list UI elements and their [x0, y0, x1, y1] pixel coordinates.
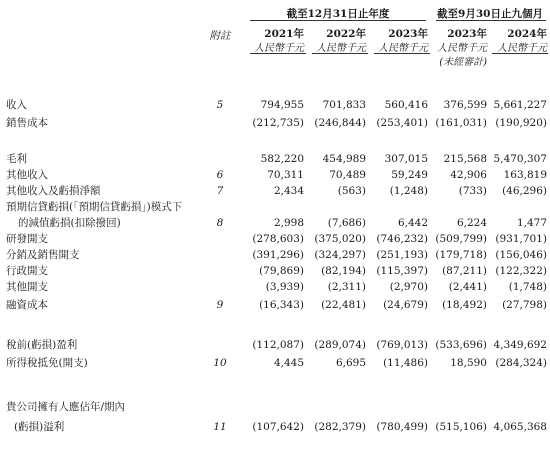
row-value: (246,844)	[314, 117, 366, 129]
unit-rule-col2	[312, 53, 368, 54]
row-value: 6,224	[456, 217, 487, 229]
row-value: (253,401)	[376, 117, 428, 129]
row-value: (515,106)	[435, 421, 487, 433]
table-row-other-gains-losses	[0, 184, 550, 199]
row-note: 8	[216, 217, 224, 229]
unit-rule-col5	[492, 53, 548, 54]
table-row-other-income	[0, 168, 550, 183]
row-label: 銷售成本	[6, 117, 48, 129]
row-value: 6,442	[397, 217, 428, 229]
row-value: (7,686)	[327, 217, 366, 229]
row-note: 11	[213, 421, 227, 433]
table-row-research-development	[0, 232, 550, 247]
row-value: (82,194)	[321, 265, 366, 277]
row-label: 毛利	[6, 153, 27, 165]
row-value: 70,311	[267, 169, 304, 181]
year-header-col5: 2024年	[507, 28, 547, 40]
row-label: 其他收入及虧損淨額	[6, 185, 101, 197]
unit-rule-col1	[250, 53, 306, 54]
row-value: (107,642)	[252, 421, 304, 433]
table-row-finance-costs	[0, 298, 550, 313]
unaudited-note: (未經審計)	[439, 57, 487, 68]
row-value: 6,695	[335, 357, 366, 369]
table-row-other-expenses	[0, 280, 550, 295]
row-value: (122,322)	[495, 265, 547, 277]
row-value: (2,970)	[389, 281, 428, 293]
row-value: 701,833	[322, 99, 366, 111]
row-value: (391,296)	[252, 249, 304, 261]
row-note: 10	[213, 357, 227, 369]
year-header-col2: 2022年	[326, 28, 366, 40]
row-value: (509,799)	[435, 233, 487, 245]
row-label: (虧損)溢利	[14, 421, 65, 433]
unit-header-col5: 人民幣千元	[497, 43, 547, 54]
unit-rule-col3	[374, 53, 430, 54]
row-value: (3,939)	[265, 281, 304, 293]
row-value: 42,906	[450, 169, 487, 181]
row-value: 307,015	[384, 153, 428, 165]
row-value: 70,489	[329, 169, 366, 181]
row-value: (931,701)	[495, 233, 547, 245]
unit-header-col3: 人民幣千元	[378, 43, 428, 54]
row-value: (27,798)	[502, 299, 547, 311]
row-label: 其他開支	[6, 281, 48, 293]
row-label: 融資成本	[6, 299, 48, 311]
row-value: 4,349,692	[493, 339, 547, 351]
row-value: (112,087)	[252, 339, 304, 351]
row-value: (284,324)	[495, 357, 547, 369]
row-value: (375,020)	[314, 233, 366, 245]
row-label: 其他收入	[6, 169, 48, 181]
header-nine-month-rule	[436, 20, 546, 21]
table-row-ecl-label-line1	[0, 200, 550, 215]
row-value: (278,603)	[252, 233, 304, 245]
row-label: 的減值虧損(扣除撥回)	[18, 217, 121, 229]
unit-header-col1: 人民幣千元	[254, 43, 304, 54]
table-row-ecl-impairment	[0, 216, 550, 231]
row-value: (251,193)	[376, 249, 428, 261]
table-row-gross-profit	[0, 152, 550, 167]
row-value: (1,748)	[508, 281, 547, 293]
row-value: (212,735)	[252, 117, 304, 129]
header-fiscal-year-group: 截至12月31日止年度	[286, 8, 390, 20]
row-note: 7	[216, 185, 224, 197]
row-value: (11,486)	[383, 357, 428, 369]
row-label: 行政開支	[6, 265, 48, 277]
year-header-col1: 2021年	[264, 28, 304, 40]
row-value: (533,696)	[435, 339, 487, 351]
header-nine-month-group: 截至9月30日止九個月	[437, 8, 543, 20]
row-value: 582,220	[260, 153, 304, 165]
header-fiscal-year-rule	[250, 20, 426, 21]
row-value: 2,434	[273, 185, 304, 197]
note-column-header: 附註	[209, 30, 231, 42]
table-row-cost-of-sales	[0, 116, 550, 131]
row-value: (780,499)	[376, 421, 428, 433]
row-value: (746,232)	[376, 233, 428, 245]
table-row-profit-before-tax	[0, 338, 550, 353]
row-label: 研發開支	[6, 233, 48, 245]
row-value: 376,599	[443, 99, 487, 111]
row-value: 4,445	[273, 357, 304, 369]
row-value: (324,297)	[314, 249, 366, 261]
row-value: (769,013)	[376, 339, 428, 351]
unit-header-col4: 人民幣千元	[437, 43, 487, 54]
row-value: 4,065,368	[493, 421, 547, 433]
table-row-distribution-selling	[0, 248, 550, 263]
row-value: 2,998	[273, 217, 304, 229]
row-value: (87,211)	[442, 265, 487, 277]
table-row-administrative	[0, 264, 550, 279]
row-value: 560,416	[384, 99, 428, 111]
year-header-col3: 2023年	[388, 28, 428, 40]
row-label: 分銷及銷售開支	[6, 249, 80, 261]
row-value: 454,989	[322, 153, 366, 165]
year-header-col4: 2023年	[447, 28, 487, 40]
row-value: (161,031)	[435, 117, 487, 129]
table-row-loss-profit-for-period	[0, 420, 550, 435]
row-value: 5,661,227	[493, 99, 547, 111]
table-row-attributable-label-line1	[0, 400, 550, 415]
row-value: (2,441)	[448, 281, 487, 293]
row-label: 稅前(虧損)盈利	[6, 339, 78, 351]
row-value: 18,590	[450, 357, 487, 369]
row-value: 1,477	[516, 217, 547, 229]
row-value: (289,074)	[314, 339, 366, 351]
row-value: (24,679)	[383, 299, 428, 311]
row-value: (46,296)	[502, 185, 547, 197]
row-value: (2,311)	[327, 281, 366, 293]
row-note: 6	[216, 169, 224, 181]
row-label: 預期信貸虧損(「預期信貸虧損」)模式下	[6, 201, 183, 213]
row-value: (179,718)	[435, 249, 487, 261]
row-label: 貴公司擁有人應佔年/期內	[6, 401, 126, 413]
row-label: 所得稅抵免(開支)	[6, 357, 88, 369]
table-row-revenue	[0, 98, 550, 113]
row-value: (563)	[337, 185, 366, 197]
row-value: (1,248)	[389, 185, 428, 197]
row-note: 9	[216, 299, 224, 311]
row-value: 163,819	[503, 169, 547, 181]
row-label: 收入	[6, 99, 27, 111]
row-value: (22,481)	[321, 299, 366, 311]
row-value: 59,249	[391, 169, 428, 181]
row-value: (115,397)	[376, 265, 428, 277]
unit-header-col2: 人民幣千元	[316, 43, 366, 54]
row-value: (733)	[458, 185, 487, 197]
row-value: (79,869)	[259, 265, 304, 277]
table-row-income-tax	[0, 356, 550, 371]
row-value: (282,379)	[314, 421, 366, 433]
row-value: (16,343)	[259, 299, 304, 311]
row-value: (156,046)	[495, 249, 547, 261]
row-value: 5,470,307	[493, 153, 547, 165]
row-note: 5	[216, 99, 224, 111]
row-value: (190,920)	[495, 117, 547, 129]
row-value: 794,955	[260, 99, 304, 111]
row-value: (18,492)	[442, 299, 487, 311]
row-value: 215,568	[443, 153, 487, 165]
